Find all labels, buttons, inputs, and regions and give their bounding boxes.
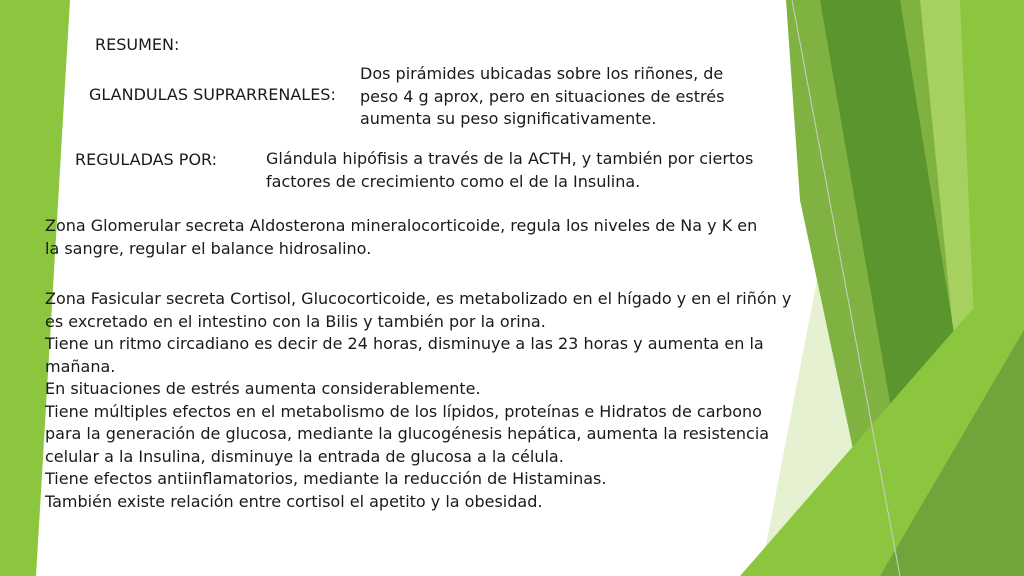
paragraph-line: es excretado en el intestino con la Bilis y también por la orina. bbox=[45, 311, 546, 331]
paragraph-line: Tiene un ritmo circadiano es decir de 24 horas, disminuye a las 23 horas y aumenta en la bbox=[45, 334, 764, 353]
suprarrenales-description bbox=[360, 63, 724, 131]
paragraph-line: Zona Glomerular secreta Aldosterona mineralocorticoide, regula los niveles de Na y K en bbox=[45, 216, 758, 235]
description-line: Glándula hipófisis a través de la ACTH, y también por ciertos bbox=[266, 149, 754, 168]
reguladas-description bbox=[266, 148, 753, 193]
glomerular-paragraph bbox=[45, 215, 757, 260]
description-line: factores de crecimiento como el de la Insulina. bbox=[266, 171, 641, 191]
paragraph-line: para la generación de glucosa, mediante la glucogénesis hepática, aumenta la resistencia bbox=[45, 424, 770, 443]
paragraph-line: Tiene múltiples efectos en el metabolismo de los lípidos, proteínas e Hidratos de carbono bbox=[45, 401, 762, 421]
paragraph-line: También existe relación entre cortisol el apetito y la obesidad. bbox=[45, 491, 543, 511]
description-line: peso 4 g aprox, pero en situaciones de estrés bbox=[360, 86, 725, 106]
fasicular-paragraph bbox=[45, 288, 791, 513]
paragraph-line: En situaciones de estrés aumenta considerablemente. bbox=[45, 379, 481, 398]
paragraph-line: la sangre, regular el balance hidrosalino. bbox=[45, 238, 372, 258]
slide-heading: RESUMEN: bbox=[95, 35, 180, 54]
description-line: aumenta su peso significativamente. bbox=[360, 109, 657, 128]
paragraph-line: celular a la Insulina, disminuye la entrada de glucosa a la célula. bbox=[45, 446, 564, 466]
reguladas-label: REGULADAS POR: bbox=[75, 150, 218, 169]
paragraph-line: Zona Fasicular secreta Cortisol, Glucocorticoide, es metabolizado en el hígado y en el riñón y bbox=[45, 289, 792, 308]
paragraph-line: Tiene efectos antiinflamatorios, mediante la reducción de Histaminas. bbox=[45, 469, 607, 488]
suprarrenales-label: GLANDULAS SUPRARRENALES: bbox=[89, 85, 336, 104]
description-line: Dos pirámides ubicadas sobre los riñones, de bbox=[360, 64, 724, 83]
paragraph-line: mañana. bbox=[45, 356, 116, 376]
